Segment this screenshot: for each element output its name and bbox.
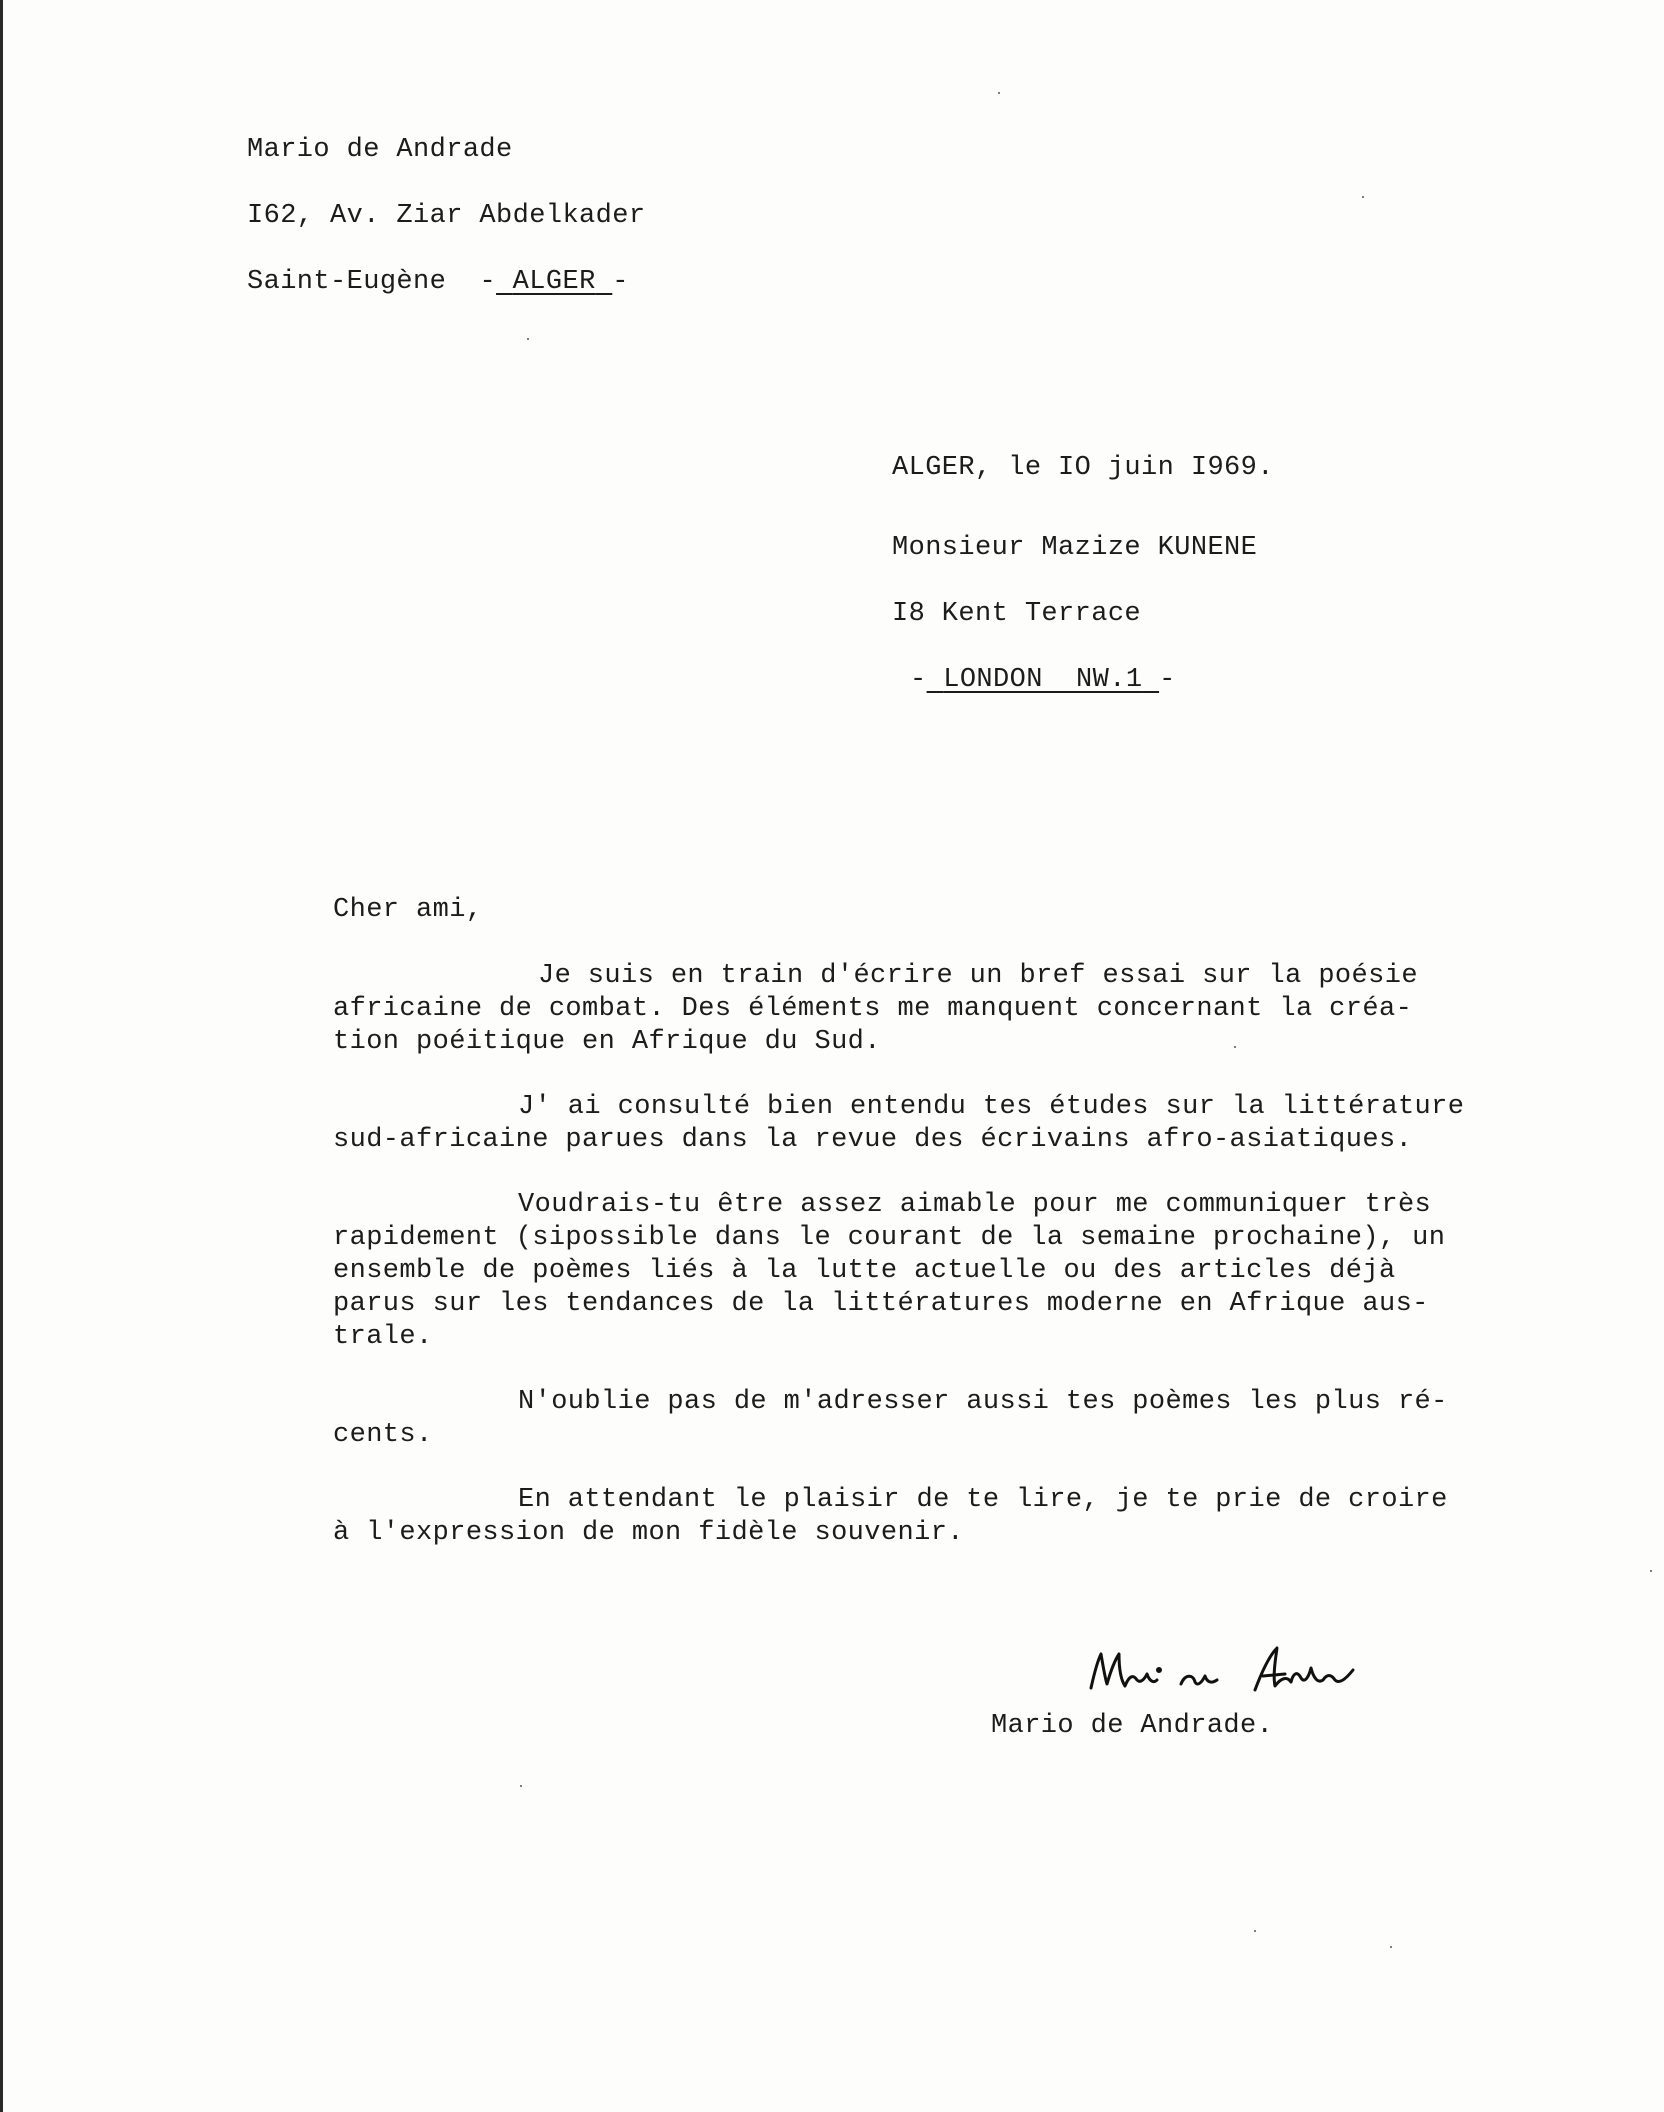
paragraph-line: J' ai consulté bien entendu tes études sur la littérature [518,1092,1465,1122]
paragraph-4 [333,1386,1593,1452]
paragraph-1 [333,960,1593,1059]
scan-speck [1234,1046,1236,1048]
recipient-city: - LONDON NW.1 - [910,665,1176,695]
scan-speck [998,92,1000,94]
scan-speck [1254,1930,1256,1932]
paragraph-line: parus sur les tendances de la littératures moderne en Afrique aus- [333,1289,1429,1319]
sender-locality: Saint-Eugène [247,267,447,297]
paragraph-line: rapidement (sipossible dans le courant de la semaine prochaine), un [333,1223,1446,1253]
paragraph-line: cents. [333,1420,433,1450]
recipient-address-line1: I8 Kent Terrace [892,599,1142,629]
sender-city: ALGER [512,267,596,297]
recipient-name: Monsieur Mazize KUNENE [892,533,1258,563]
scan-speck [1390,1946,1392,1948]
paragraph-line: Je suis en train d'écrire un bref essai sur la poésie [538,961,1418,991]
paragraph-line: tion poéitique en Afrique du Sud. [333,1027,881,1057]
paragraph-line: ensemble de poèmes liés à la lutte actuelle ou des articles déjà [333,1256,1396,1286]
scan-speck [527,338,529,340]
paragraph-line: sud-africaine parues dans la revue des écrivains afro-asiatiques. [333,1125,1413,1155]
paragraph-line: à l'expression de mon fidèle souvenir. [333,1518,964,1548]
scan-speck [1650,1570,1652,1572]
paragraph-3 [333,1189,1593,1354]
sender-address-line1: I62, Av. Ziar Abdelkader [247,201,646,231]
sender-address-line2: Saint-Eugène - ALGER - [247,267,629,297]
paragraph-5 [333,1484,1593,1550]
paragraph-line: N'oublie pas de m'adresser aussi tes poèmes les plus ré- [518,1387,1448,1417]
handwritten-signature [1085,1640,1365,1700]
paragraph-line: trale. [333,1322,433,1352]
scan-speck [520,1785,522,1787]
paragraph-line: Voudrais-tu être assez aimable pour me communiquer très [518,1190,1432,1220]
sender-name: Mario de Andrade [247,135,513,165]
scan-speck [1362,196,1364,198]
page-edge [0,0,3,2112]
recipient-city-text: LONDON NW.1 [943,665,1143,695]
paragraph-line: africaine de combat. Des éléments me manquent concernant la créa- [333,994,1413,1024]
paragraph-2 [333,1091,1593,1157]
date-line: ALGER, le IO juin I969. [892,453,1274,483]
closing-name: Mario de Andrade. [991,1711,1274,1741]
salutation: Cher ami, [333,895,483,925]
paragraph-line: En attendant le plaisir de te lire, je te prie de croire [518,1485,1448,1515]
